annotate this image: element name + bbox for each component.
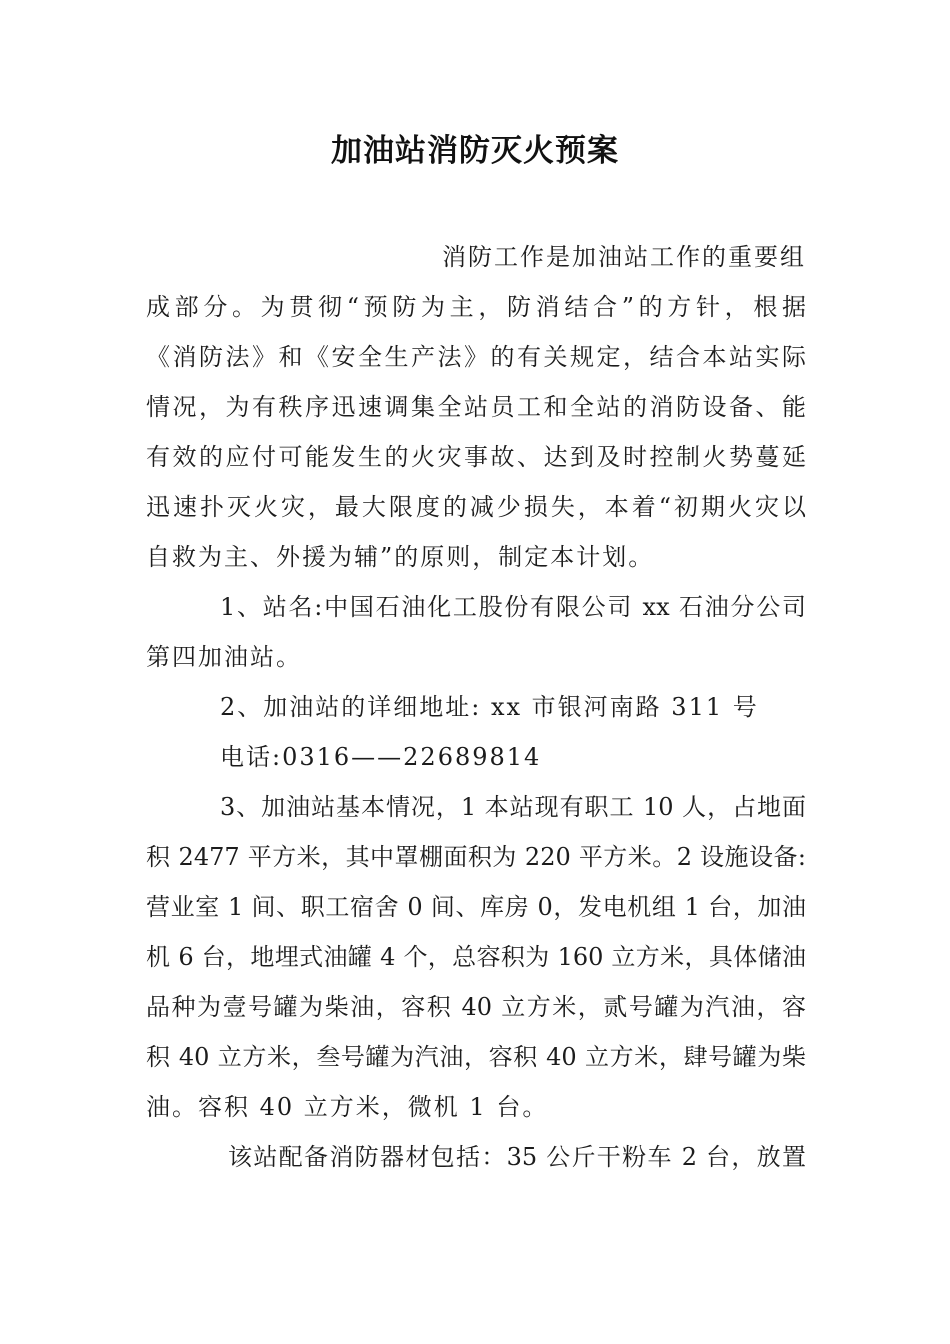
text-line: 1、站名:中国石油化工股份有限公司 xx 石油分公司 [220,593,806,621]
document-title: 加油站消防灭火预案 [331,133,619,169]
text-line: 营业室 1 间、职工宿舍 0 间、库房 0，发电机组 1 台，加油 [146,893,806,921]
text-line: 情况，为有秩序迅速调集全站员工和全站的消防设备、能 [146,393,806,421]
text-line: 电话:0316——22689814 [220,743,542,771]
text-line: 积 2477 平方米，其中罩棚面积为 220 平方米。2 设施设备: [146,843,806,871]
text-line: 消防工作是加油站工作的重要组 [442,243,806,271]
text-line: 油。容积 40 立方米，微机 1 台。 [146,1093,549,1121]
text-line: 品种为壹号罐为柴油，容积 40 立方米，贰号罐为汽油，容 [146,993,806,1021]
text-line: 3、加油站基本情况，1 本站现有职工 10 人，占地面 [220,793,806,821]
text-line: 机 6 台，地埋式油罐 4 个，总容积为 160 立方米，具体储油 [146,943,806,971]
text-line: 积 40 立方米，叁号罐为汽油，容积 40 立方米，肆号罐为柴 [146,1043,806,1071]
text-line: 自救为主、外援为辅”的原则，制定本计划。 [146,543,655,571]
text-line: 成部分。为贯彻“预防为主，防消结合”的方针，根据 [146,293,806,321]
text-line: 迅速扑灭火灾，最大限度的减少损失，本着“初期火灾以 [146,493,806,521]
text-line: 该站配备消防器材包括：35 公斤干粉车 2 台，放置 [228,1143,806,1171]
text-line: 2、加油站的详细地址: xx 市银河南路 311 号 [220,693,759,721]
text-line: 第四加油站。 [146,643,302,671]
text-line: 有效的应付可能发生的火灾事故、达到及时控制火势蔓延 [146,443,806,471]
text-line: 《消防法》和《安全生产法》的有关规定，结合本站实际 [146,343,806,371]
